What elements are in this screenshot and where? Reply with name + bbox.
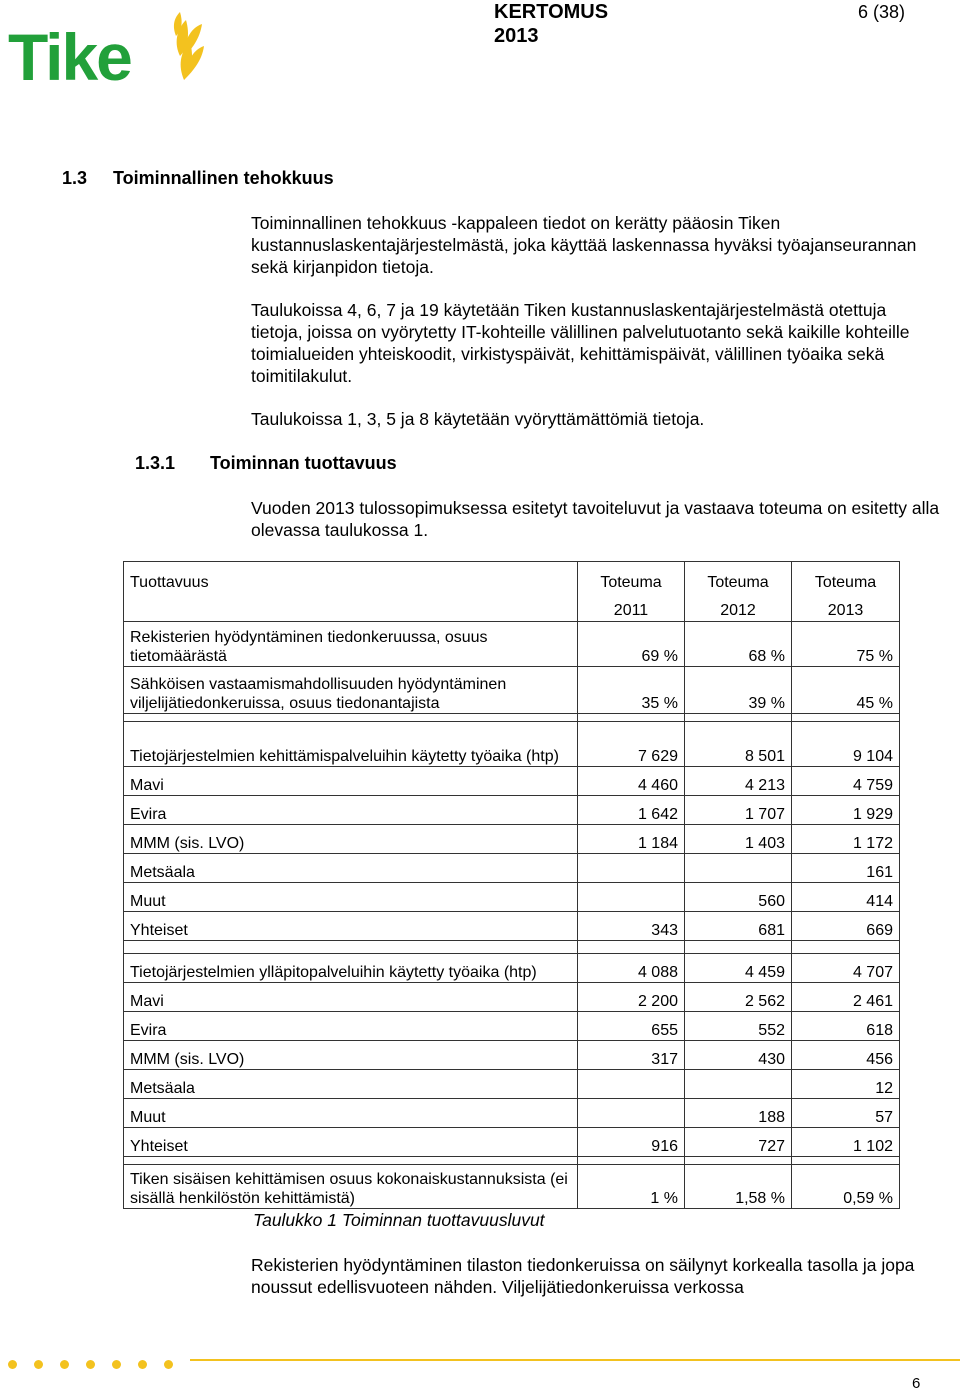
cell-2012: 39 % xyxy=(685,667,792,714)
cell-2011: 916 xyxy=(578,1128,685,1157)
row-label: Muut xyxy=(124,1099,578,1128)
cell-2013: 75 % xyxy=(792,622,900,667)
header-top: Toteuma xyxy=(707,574,769,591)
cell-2013: 4 707 xyxy=(792,954,900,983)
header-label: Tuottavuus xyxy=(124,562,578,622)
cell-2011 xyxy=(578,883,685,912)
footer-dot xyxy=(138,1360,147,1369)
table-row xyxy=(124,954,900,983)
subsection-paragraph: Vuoden 2013 tulossopimuksessa esitetyt tavoiteluvut ja vastaava toteuma on esitetty alla olevassa taulukossa 1. xyxy=(251,498,940,540)
table-row xyxy=(124,825,900,854)
cell-2013: 12 xyxy=(792,1070,900,1099)
footer-dot xyxy=(60,1360,69,1369)
cell-2011: 2 200 xyxy=(578,983,685,1012)
closing-paragraph: Rekisterien hyödyntäminen tilaston tiedonkeruissa on säilynyt korkealla tasolla ja jopa noussut edellisvuoteen nähden. Viljelijätiedonkeruissa verkossa xyxy=(251,1255,915,1297)
cell-2013: 4 759 xyxy=(792,767,900,796)
cell-2013: 57 xyxy=(792,1099,900,1128)
row-label: Tiken sisäisen kehittämisen osuus kokonaiskustannuksista (ei sisällä henkilöstön kehittämistä) xyxy=(124,1165,578,1209)
row-label: Sähköisen vastaamismahdollisuuden hyödyntäminen viljelijätiedonkeruissa, osuus tiedonantajista xyxy=(124,667,578,714)
section-paragraph-1: Toiminnallinen tehokkuus -kappaleen tiedot on kerätty pääosin Tiken kustannuslaskentajärjestelmästä, joka käyttää laskennassa hyväksi työajanseurannan sekä kirjanpidon tietoja. xyxy=(251,213,917,277)
subsection-title: Toiminnan tuottavuus xyxy=(210,453,397,473)
table-row xyxy=(124,1012,900,1041)
cell-2011: 1 % xyxy=(578,1165,685,1209)
cell-2012: 1 707 xyxy=(685,796,792,825)
tike-logo xyxy=(8,10,208,90)
cell-2013: 2 461 xyxy=(792,983,900,1012)
header-top: Toteuma xyxy=(814,574,877,591)
row-label: Evira xyxy=(124,796,578,825)
table-spacer xyxy=(124,714,900,722)
header-col-2012 xyxy=(685,562,792,622)
table-spacer xyxy=(124,1157,900,1165)
table-row xyxy=(124,1041,900,1070)
logo-text: Tike xyxy=(8,20,131,90)
cell-2011 xyxy=(578,854,685,883)
cell-2011: 69 % xyxy=(578,622,685,667)
cell-2013: 9 104 xyxy=(792,722,900,767)
cell-2012: 1,58 % xyxy=(685,1165,792,1209)
cell-2013: 1 929 xyxy=(792,796,900,825)
cell-2011: 1 184 xyxy=(578,825,685,854)
cell-2012: 681 xyxy=(685,912,792,941)
cell-2012: 8 501 xyxy=(685,722,792,767)
header-col-2013 xyxy=(792,562,900,622)
footer-dot xyxy=(164,1360,173,1369)
cell-2013: 669 xyxy=(792,912,900,941)
cell-2013: 414 xyxy=(792,883,900,912)
table-row xyxy=(124,622,900,667)
cell-2012: 2 562 xyxy=(685,983,792,1012)
cell-2011: 7 629 xyxy=(578,722,685,767)
cell-2012: 430 xyxy=(685,1041,792,1070)
header-year: 2013 xyxy=(827,602,864,619)
cell-2013: 456 xyxy=(792,1041,900,1070)
row-label: Yhteiset xyxy=(124,912,578,941)
cell-2013: 1 102 xyxy=(792,1128,900,1157)
row-label: Yhteiset xyxy=(124,1128,578,1157)
row-label: Metsäala xyxy=(124,854,578,883)
row-label: Evira xyxy=(124,1012,578,1041)
table-row xyxy=(124,912,900,941)
table-row xyxy=(124,1128,900,1157)
header-top: Toteuma xyxy=(600,574,662,591)
cell-2011: 343 xyxy=(578,912,685,941)
cell-2013: 618 xyxy=(792,1012,900,1041)
row-label: Muut xyxy=(124,883,578,912)
cell-2012: 560 xyxy=(685,883,792,912)
cell-2011: 4 088 xyxy=(578,954,685,983)
subsection-number: 1.3.1 xyxy=(135,453,176,473)
footer-dots xyxy=(8,1356,190,1374)
footer-dot xyxy=(86,1360,95,1369)
row-label: Mavi xyxy=(124,983,578,1012)
cell-2011 xyxy=(578,1099,685,1128)
header-year: 2012 xyxy=(720,602,756,619)
row-label: Metsäala xyxy=(124,1070,578,1099)
cell-2011: 1 642 xyxy=(578,796,685,825)
cell-2012: 552 xyxy=(685,1012,792,1041)
wheat-icon xyxy=(174,12,204,80)
cell-2012: 188 xyxy=(685,1099,792,1128)
section-number: 1.3 xyxy=(62,168,88,188)
table-spacer xyxy=(124,941,900,954)
cell-2013: 0,59 % xyxy=(792,1165,900,1209)
cell-2011: 4 460 xyxy=(578,767,685,796)
table-row xyxy=(124,722,900,767)
table-header-row xyxy=(124,562,900,622)
footer-page-number: 6 xyxy=(912,1375,921,1392)
row-label: Tietojärjestelmien kehittämispalveluihin käytetty työaika (htp) xyxy=(124,722,578,767)
cell-2011: 655 xyxy=(578,1012,685,1041)
cell-2012: 1 403 xyxy=(685,825,792,854)
table-row xyxy=(124,767,900,796)
page-indicator: 6 (38) xyxy=(858,2,906,22)
section-title: Toiminnallinen tehokkuus xyxy=(113,168,334,188)
document-year: 2013 xyxy=(494,25,539,47)
table-row xyxy=(124,854,900,883)
footer-dot xyxy=(34,1360,43,1369)
table-row xyxy=(124,796,900,825)
cell-2011: 35 % xyxy=(578,667,685,714)
row-label: Rekisterien hyödyntäminen tiedonkeruussa, osuus tietomäärästä xyxy=(124,622,578,667)
table-caption: Taulukko 1 Toiminnan tuottavuusluvut xyxy=(253,1210,545,1230)
cell-2012: 4 213 xyxy=(685,767,792,796)
section-paragraph-2: Taulukoissa 4, 6, 7 ja 19 käytetään Tiken kustannuslaskentajärjestelmästä otettuja tietoja, joissa on vyörytetty IT-kohteille välillinen palvelutuotanto sekä kaikille kohteille toimialueiden yhteiskoodit, virkistyspäivät, kehittämispäivät, välillinen työaika sekä toimitilakulut. xyxy=(251,300,910,386)
cell-2012: 4 459 xyxy=(685,954,792,983)
header-col-2011 xyxy=(578,562,685,622)
footer-dot xyxy=(8,1360,17,1369)
header-year: 2011 xyxy=(613,602,649,619)
cell-2011: 317 xyxy=(578,1041,685,1070)
cell-2013: 161 xyxy=(792,854,900,883)
cell-2012: 727 xyxy=(685,1128,792,1157)
table-row xyxy=(124,983,900,1012)
table-row xyxy=(124,667,900,714)
productivity-table xyxy=(123,561,900,1209)
document-title: KERTOMUS xyxy=(494,1,609,23)
cell-2013: 45 % xyxy=(792,667,900,714)
row-label: Mavi xyxy=(124,767,578,796)
cell-2013: 1 172 xyxy=(792,825,900,854)
footer-dot xyxy=(112,1360,121,1369)
table-row xyxy=(124,1165,900,1209)
cell-2012: 68 % xyxy=(685,622,792,667)
cell-2012 xyxy=(685,854,792,883)
cell-2012 xyxy=(685,1070,792,1099)
table-row xyxy=(124,1070,900,1099)
row-label: MMM (sis. LVO) xyxy=(124,825,578,854)
cell-2011 xyxy=(578,1070,685,1099)
row-label: Tietojärjestelmien ylläpitopalveluihin käytetty työaika (htp) xyxy=(124,954,578,983)
footer-line xyxy=(190,1359,960,1361)
section-paragraph-3: Taulukoissa 1, 3, 5 ja 8 käytetään vyöryttämättömiä tietoja. xyxy=(251,409,705,429)
table-row xyxy=(124,1099,900,1128)
table-row xyxy=(124,883,900,912)
row-label: MMM (sis. LVO) xyxy=(124,1041,578,1070)
